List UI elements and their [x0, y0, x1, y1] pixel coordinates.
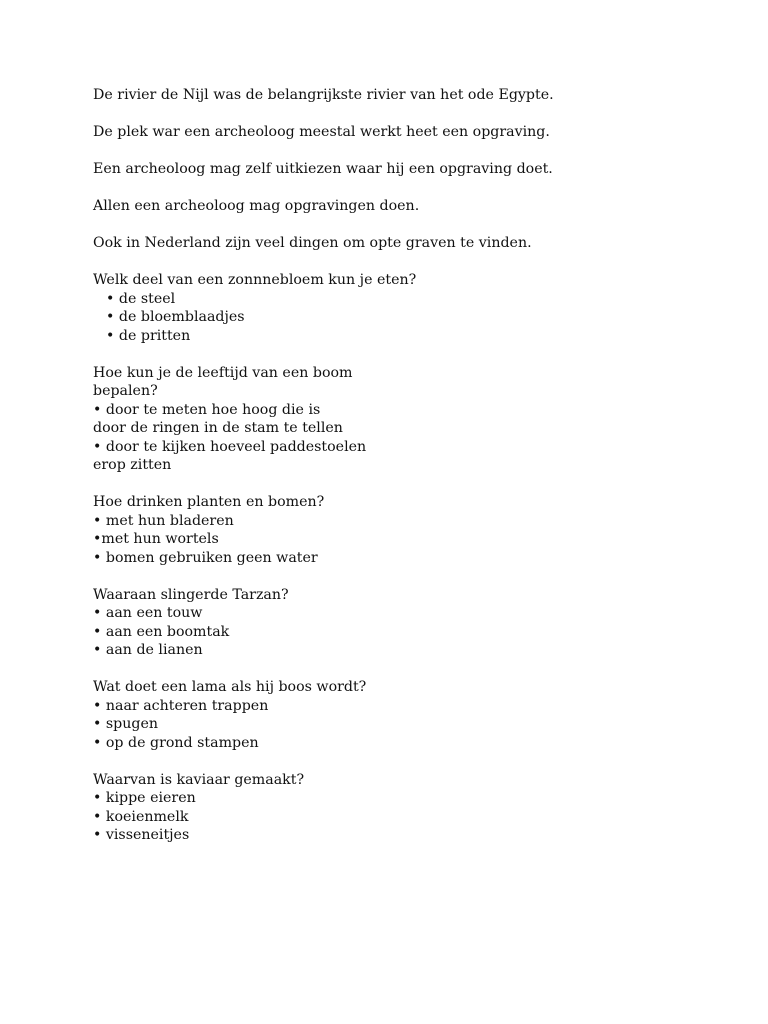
answer-option: • door te kijken hoeveel paddestoelen [93, 438, 367, 455]
answer-option: • bomen gebruiken geen water [93, 549, 318, 566]
answer-option: • aan een boomtak [93, 623, 230, 640]
answer-option: • spugen [93, 716, 158, 732]
question-text: Waaraan slingerde Tarzan? [93, 586, 289, 603]
question-block-plants-drink [93, 493, 693, 567]
answer-option: •met hun wortels [93, 531, 219, 547]
answer-option: • de steel [106, 290, 176, 307]
spacer [93, 752, 693, 771]
spacer [93, 345, 693, 364]
statement-1: De rivier de Nijl was de belangrijkste rivier van het ode Egypte. [93, 87, 554, 103]
question-text: Wat doet een lama als hij boos wordt? [93, 679, 367, 695]
answer-option: • de bloemblaadjes [106, 309, 245, 325]
question-block-tree-age [93, 364, 693, 475]
statement-4: Allen een archeoloog mag opgravingen doen. [93, 198, 420, 214]
spacer [93, 567, 693, 586]
document-page [93, 86, 693, 845]
spacer [93, 475, 693, 494]
answer-option: • kippe eieren [93, 790, 196, 806]
spacer [93, 660, 693, 679]
answer-option: • door te meten hoe hoog die is [93, 401, 321, 418]
answer-option: • op de grond stampen [93, 734, 259, 751]
spacer [93, 105, 693, 124]
answer-option: • met hun bladeren [93, 512, 234, 529]
spacer [93, 179, 693, 198]
question-text-continued: bepalen? [93, 383, 158, 399]
question-block-caviar [93, 771, 693, 845]
answer-option: • naar achteren trappen [93, 697, 269, 714]
spacer [93, 253, 693, 272]
question-block-lama [93, 678, 693, 752]
question-text: Hoe drinken planten en bomen? [93, 494, 325, 510]
question-block-sunflower [93, 271, 693, 345]
answer-option: • aan een touw [93, 605, 203, 621]
question-text: Hoe kun je de leeftijd van een boom [93, 364, 353, 381]
answer-option: • de pritten [106, 327, 191, 344]
answer-option: • koeienmelk [93, 808, 189, 825]
statement-2: De plek war een archeoloog meestal werkt heet een opgraving. [93, 124, 550, 140]
question-block-tarzan [93, 586, 693, 660]
question-text: Waarvan is kaviaar gemaakt? [93, 771, 305, 788]
statement-5: Ook in Nederland zijn veel dingen om opte graven te vinden. [93, 235, 532, 251]
answer-option: • aan de lianen [93, 642, 203, 658]
statement-3: Een archeoloog mag zelf uitkiezen waar hij een opgraving doet. [93, 161, 553, 177]
answer-option-continued: erop zitten [93, 457, 172, 473]
question-text: Welk deel van een zonnnebloem kun je eten? [93, 272, 417, 288]
answer-option: door de ringen in de stam te tellen [93, 420, 343, 436]
answer-option: • visseneitjes [93, 827, 190, 843]
spacer [93, 216, 693, 235]
spacer [93, 142, 693, 161]
